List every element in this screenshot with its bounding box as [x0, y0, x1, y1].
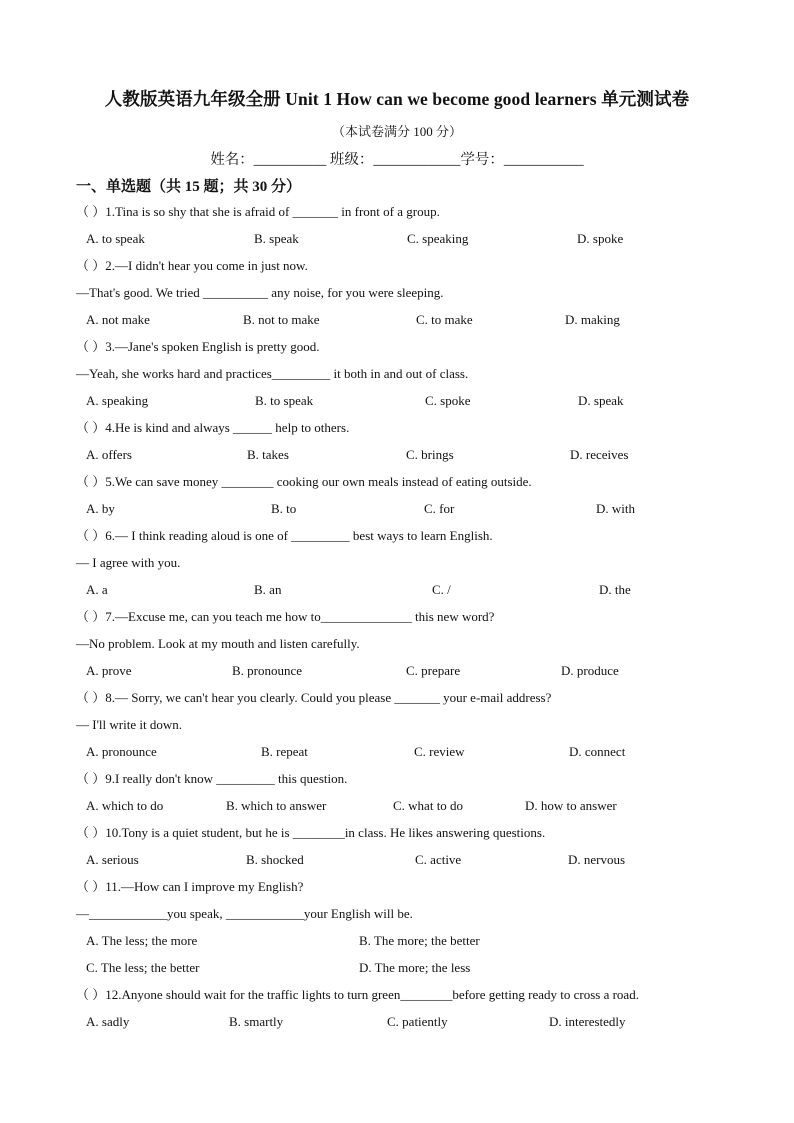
answer-option: C. speaking [407, 231, 469, 246]
answer-option: A. by [86, 501, 115, 516]
student-info-line: 姓名：__________ 班级：____________学号：___________ [210, 152, 584, 168]
answer-option: B. repeat [261, 744, 308, 759]
answer-option: D. the [599, 582, 631, 597]
question-stem: （ ）6.— I think reading aloud is one of _________ best ways to learn English. [76, 528, 493, 543]
answer-option: C. for [424, 501, 455, 516]
answer-option: C. what to do [393, 798, 464, 813]
answer-option: B. which to answer [226, 798, 327, 813]
answer-option: D. with [596, 501, 635, 516]
answer-option: B. to speak [255, 393, 314, 408]
answer-option: A. offers [86, 447, 132, 462]
answer-option: C. brings [406, 447, 454, 462]
answer-option: D. how to answer [525, 798, 617, 813]
question-line: —____________you speak, ____________your English will be. [76, 906, 413, 921]
answer-option: B. pronounce [232, 663, 303, 678]
answer-option: B. shocked [246, 852, 304, 867]
question-stem: （ ）5.We can save money ________ cooking our own meals instead of eating outside. [76, 474, 532, 489]
question-stem: （ ）8.— Sorry, we can't hear you clearly. Could you please _______ your e-mail address? [76, 690, 552, 705]
question-line: — I'll write it down. [76, 717, 182, 732]
answer-option: C. patiently [387, 1014, 448, 1029]
question-stem: （ ）3.—Jane's spoken English is pretty good. [76, 339, 320, 354]
answer-option: C. spoke [425, 393, 471, 408]
question-line: —That's good. We tried __________ any noise, for you were sleeping. [76, 285, 444, 300]
question-stem: （ ）12.Anyone should wait for the traffic lights to turn green________before getting ready to cross a road. [76, 987, 639, 1002]
answer-option: B. not to make [243, 312, 320, 327]
answer-option: C. to make [416, 312, 473, 327]
answer-option: A. sadly [86, 1014, 130, 1029]
question-stem: （ ）7.—Excuse me, can you teach me how to______________ this new word? [76, 609, 495, 624]
answer-option: D. The more; the less [359, 960, 471, 975]
answer-option: B. an [254, 582, 282, 597]
answer-option: A. pronounce [86, 744, 157, 759]
question-stem: （ ）1.Tina is so shy that she is afraid of _______ in front of a group. [76, 204, 440, 219]
answer-option: B. speak [254, 231, 299, 246]
question-stem: （ ）2.—I didn't hear you come in just now. [76, 258, 308, 273]
answer-option: D. nervous [568, 852, 626, 867]
answer-option: A. not make [86, 312, 150, 327]
answer-option: A. to speak [86, 231, 145, 246]
answer-option: A. serious [86, 852, 139, 867]
question-stem: （ ）11.—How can I improve my English? [76, 879, 304, 894]
answer-option: C. / [432, 582, 451, 597]
answer-option: A. speaking [86, 393, 149, 408]
answer-option: B. smartly [229, 1014, 284, 1029]
answer-option: B. The more; the better [359, 933, 480, 948]
answer-option: A. prove [86, 663, 132, 678]
answer-option: B. takes [247, 447, 289, 462]
question-line: —Yeah, she works hard and practices_________ it both in and out of class. [76, 366, 469, 381]
answer-option: D. spoke [577, 231, 624, 246]
answer-option: A. which to do [86, 798, 164, 813]
question-stem: （ ）10.Tony is a quiet student, but he is ________in class. He likes answering questions. [76, 825, 546, 840]
answer-option: C. The less; the better [86, 960, 200, 975]
answer-option: B. to [271, 501, 297, 516]
section-title: 一、单选题（共 15 题；共 30 分） [76, 179, 302, 195]
answer-option: D. produce [561, 663, 619, 678]
answer-option: D. connect [569, 744, 626, 759]
page-title: 人教版英语九年级全册 Unit 1 How can we become good learners 单元测试卷 [104, 89, 690, 109]
answer-option: D. interestedly [549, 1014, 626, 1029]
answer-option: A. The less; the more [86, 933, 198, 948]
answer-option: C. review [414, 744, 465, 759]
question-line: — I agree with you. [76, 555, 181, 570]
answer-option: C. prepare [406, 663, 461, 678]
answer-option: D. speak [578, 393, 624, 408]
answer-option: D. receives [570, 447, 629, 462]
question-stem: （ ）9.I really don't know _________ this question. [76, 771, 348, 786]
answer-option: D. making [565, 312, 620, 327]
score-note: （本试卷满分 100 分） [331, 124, 462, 139]
question-line: —No problem. Look at my mouth and listen carefully. [76, 636, 360, 651]
answer-option: A. a [86, 582, 108, 597]
question-stem: （ ）4.He is kind and always ______ help to others. [76, 420, 350, 435]
answer-option: C. active [415, 852, 462, 867]
